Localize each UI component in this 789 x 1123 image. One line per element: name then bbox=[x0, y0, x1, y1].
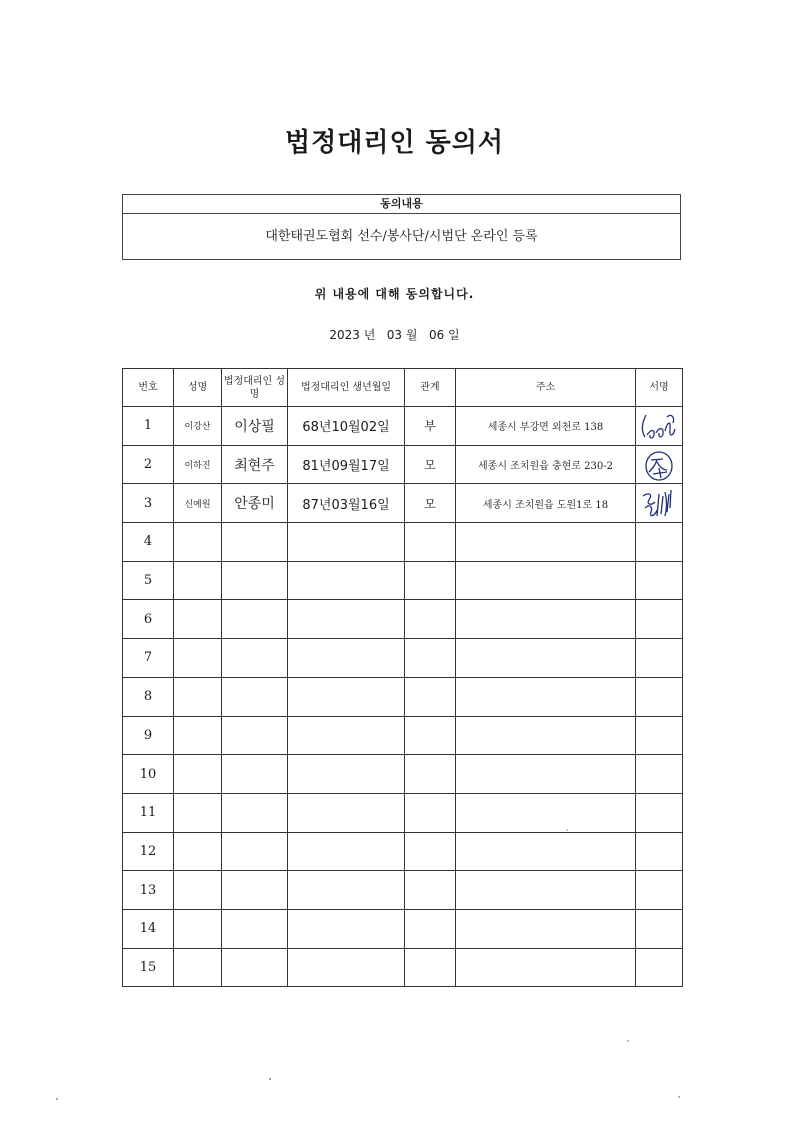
row-signature bbox=[636, 600, 683, 639]
row-number: 7 bbox=[123, 639, 174, 678]
row-relation: 모 bbox=[405, 445, 456, 484]
row-guardian-name bbox=[222, 716, 288, 755]
row-guardian-name: 이상필 bbox=[222, 407, 288, 446]
row-address bbox=[456, 639, 636, 678]
row-relation bbox=[405, 561, 456, 600]
row-address: 세종시 조치원읍 도원1로 18 bbox=[456, 484, 636, 523]
row-name bbox=[174, 677, 222, 716]
scan-speck bbox=[627, 1040, 629, 1042]
row-guardian-name bbox=[222, 561, 288, 600]
date-year: 2023 bbox=[329, 328, 360, 342]
header-address: 주소 bbox=[456, 369, 636, 407]
date-month: 03 bbox=[386, 328, 403, 342]
row-number: 15 bbox=[123, 948, 174, 987]
header-guardian-birth: 법정대리인 생년월일 bbox=[288, 369, 405, 407]
table-row bbox=[123, 755, 683, 794]
row-number: 5 bbox=[123, 561, 174, 600]
row-number: 10 bbox=[123, 755, 174, 794]
row-name bbox=[174, 832, 222, 871]
table-row bbox=[123, 716, 683, 755]
table-row bbox=[123, 561, 683, 600]
row-name bbox=[174, 639, 222, 678]
row-guardian-birth bbox=[288, 639, 405, 678]
row-name: 이강산 bbox=[174, 407, 222, 446]
row-name bbox=[174, 600, 222, 639]
row-relation bbox=[405, 871, 456, 910]
header-signature: 서명 bbox=[636, 369, 683, 407]
row-signature bbox=[636, 407, 683, 446]
table-row bbox=[123, 600, 683, 639]
row-address bbox=[456, 523, 636, 562]
row-address bbox=[456, 716, 636, 755]
table-row bbox=[123, 677, 683, 716]
row-relation bbox=[405, 677, 456, 716]
handwritten-signature bbox=[637, 486, 681, 520]
row-relation bbox=[405, 793, 456, 832]
consent-header: 동의내용 bbox=[123, 195, 680, 214]
row-guardian-birth bbox=[288, 871, 405, 910]
date-day-unit: 일 bbox=[448, 328, 460, 342]
row-guardian-name bbox=[222, 677, 288, 716]
row-relation: 모 bbox=[405, 484, 456, 523]
row-address bbox=[456, 948, 636, 987]
date-day: 06 bbox=[428, 328, 445, 342]
row-address bbox=[456, 561, 636, 600]
consent-body: 대한태권도협회 선수/봉사단/시범단 온라인 등록 bbox=[265, 229, 538, 244]
row-address: 세종시 부강면 외천로 138 bbox=[456, 407, 636, 446]
row-guardian-name: 안종미 bbox=[222, 484, 288, 523]
row-number: 4 bbox=[123, 523, 174, 562]
table-row bbox=[123, 639, 683, 678]
row-signature bbox=[636, 793, 683, 832]
table-row bbox=[123, 523, 683, 562]
row-number: 9 bbox=[123, 716, 174, 755]
row-address bbox=[456, 677, 636, 716]
row-address: 세종시 조치원읍 충현로 230-2 bbox=[456, 445, 636, 484]
row-signature bbox=[636, 755, 683, 794]
row-signature bbox=[636, 523, 683, 562]
row-relation bbox=[405, 832, 456, 871]
row-guardian-birth: 68년10월02일 bbox=[288, 407, 405, 446]
row-guardian-name bbox=[222, 523, 288, 562]
row-name bbox=[174, 871, 222, 910]
header-relation: 관계 bbox=[405, 369, 456, 407]
table-row bbox=[123, 948, 683, 987]
row-guardian-birth bbox=[288, 677, 405, 716]
row-name bbox=[174, 793, 222, 832]
row-relation: 부 bbox=[405, 407, 456, 446]
row-signature bbox=[636, 716, 683, 755]
row-guardian-name bbox=[222, 793, 288, 832]
document-title: 법정대리인 동의서 bbox=[285, 128, 504, 158]
date-month-unit: 월 bbox=[405, 328, 418, 342]
row-guardian-birth: 81년09월17일 bbox=[288, 445, 405, 484]
header-name: 성명 bbox=[174, 369, 222, 407]
scan-speck bbox=[56, 1098, 58, 1100]
row-relation bbox=[405, 948, 456, 987]
row-name: 이하진 bbox=[174, 445, 222, 484]
table-header-row bbox=[123, 369, 683, 407]
row-relation bbox=[405, 600, 456, 639]
row-guardian-birth bbox=[288, 600, 405, 639]
agreement-statement: 위 내용에 대해 동의합니다. bbox=[314, 287, 475, 301]
table-row bbox=[123, 793, 683, 832]
row-guardian-name bbox=[222, 600, 288, 639]
row-guardian-name bbox=[222, 909, 288, 948]
row-relation bbox=[405, 523, 456, 562]
row-name bbox=[174, 561, 222, 600]
date-line bbox=[0, 326, 789, 343]
row-signature bbox=[636, 677, 683, 716]
row-number: 1 bbox=[123, 407, 174, 446]
row-name bbox=[174, 948, 222, 987]
row-guardian-name bbox=[222, 639, 288, 678]
row-guardian-birth bbox=[288, 561, 405, 600]
table-row bbox=[123, 871, 683, 910]
row-guardian-birth bbox=[288, 909, 405, 948]
scan-speck bbox=[269, 1078, 271, 1080]
row-address bbox=[456, 871, 636, 910]
row-guardian-birth: 87년03월16일 bbox=[288, 484, 405, 523]
row-guardian-birth bbox=[288, 793, 405, 832]
table-row bbox=[123, 445, 683, 484]
table-row bbox=[123, 832, 683, 871]
handwritten-signature bbox=[637, 409, 681, 443]
row-number: 14 bbox=[123, 909, 174, 948]
row-guardian-name bbox=[222, 755, 288, 794]
row-name: 신예원 bbox=[174, 484, 222, 523]
row-relation bbox=[405, 716, 456, 755]
row-guardian-birth bbox=[288, 523, 405, 562]
row-guardian-name bbox=[222, 948, 288, 987]
row-address bbox=[456, 909, 636, 948]
row-signature bbox=[636, 909, 683, 948]
row-signature bbox=[636, 445, 683, 484]
row-number: 6 bbox=[123, 600, 174, 639]
table-row bbox=[123, 407, 683, 446]
row-name bbox=[174, 523, 222, 562]
scan-speck bbox=[678, 1096, 680, 1098]
row-name bbox=[174, 716, 222, 755]
row-guardian-name: 최현주 bbox=[222, 445, 288, 484]
scan-speck bbox=[566, 829, 568, 831]
row-number: 11 bbox=[123, 793, 174, 832]
row-guardian-name bbox=[222, 871, 288, 910]
row-name bbox=[174, 909, 222, 948]
table-row bbox=[123, 484, 683, 523]
handwritten-signature bbox=[637, 448, 681, 482]
header-number: 번호 bbox=[123, 369, 174, 407]
row-signature bbox=[636, 832, 683, 871]
consent-box bbox=[122, 194, 681, 260]
row-address bbox=[456, 832, 636, 871]
date-year-unit: 년 bbox=[363, 328, 376, 342]
row-relation bbox=[405, 755, 456, 794]
row-number: 12 bbox=[123, 832, 174, 871]
row-signature bbox=[636, 871, 683, 910]
row-number: 8 bbox=[123, 677, 174, 716]
row-name bbox=[174, 755, 222, 794]
row-relation bbox=[405, 639, 456, 678]
row-guardian-birth bbox=[288, 948, 405, 987]
row-relation bbox=[405, 909, 456, 948]
row-guardian-birth bbox=[288, 716, 405, 755]
row-address bbox=[456, 600, 636, 639]
row-number: 13 bbox=[123, 871, 174, 910]
row-number: 3 bbox=[123, 484, 174, 523]
row-number: 2 bbox=[123, 445, 174, 484]
row-guardian-birth bbox=[288, 832, 405, 871]
row-guardian-name bbox=[222, 832, 288, 871]
row-signature bbox=[636, 484, 683, 523]
table-row bbox=[123, 909, 683, 948]
guardian-table bbox=[122, 368, 683, 987]
header-guardian-name: 법정대리인 성명 bbox=[222, 369, 288, 407]
row-signature bbox=[636, 948, 683, 987]
row-signature bbox=[636, 561, 683, 600]
row-address bbox=[456, 755, 636, 794]
row-signature bbox=[636, 639, 683, 678]
row-guardian-birth bbox=[288, 755, 405, 794]
row-address bbox=[456, 793, 636, 832]
